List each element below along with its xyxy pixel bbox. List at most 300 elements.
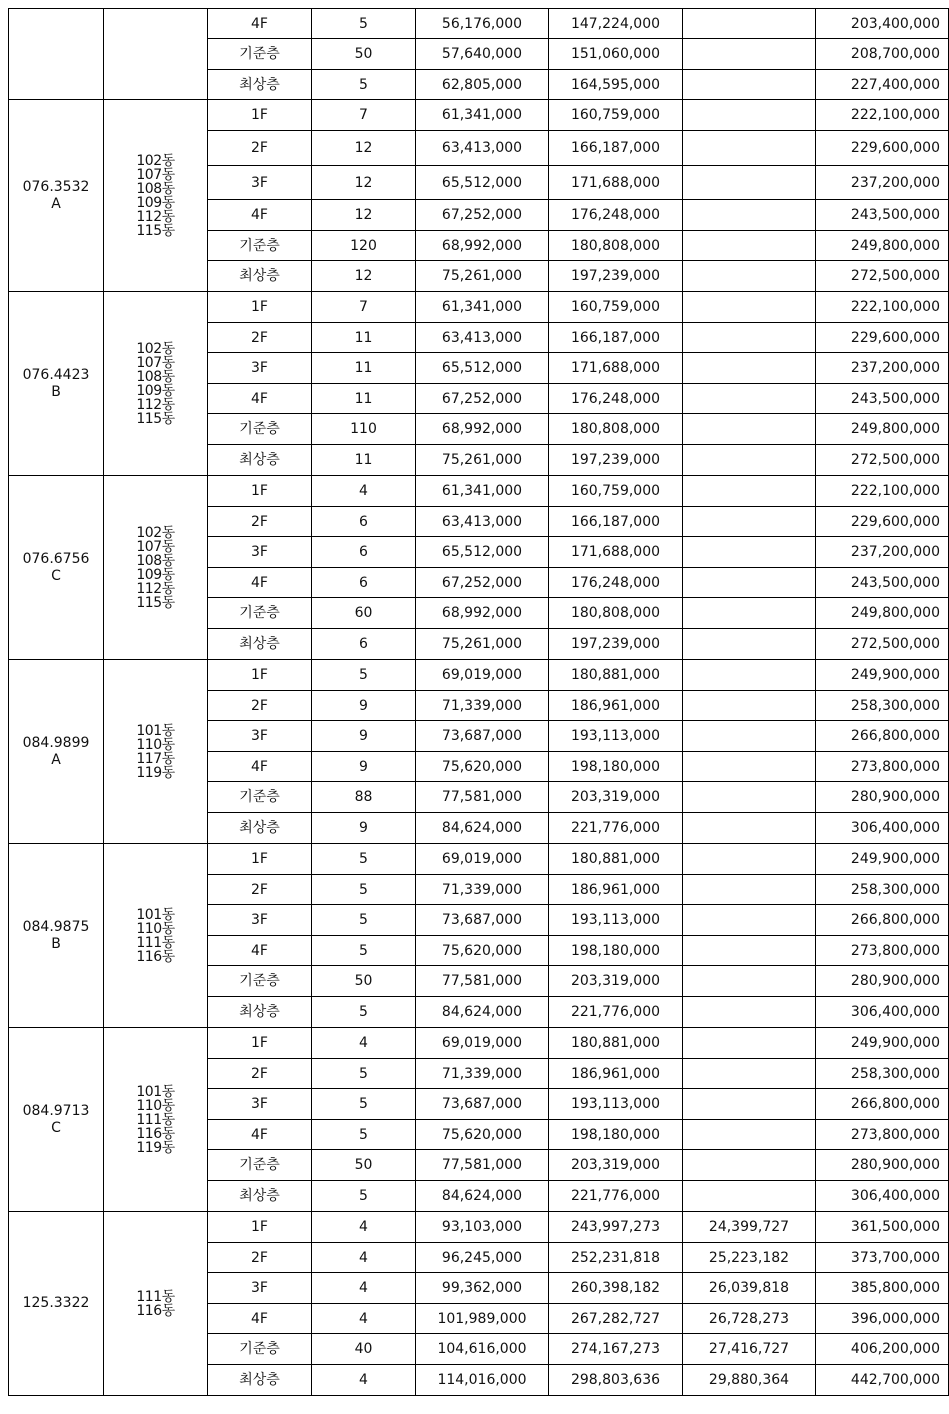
building-number: 107동 [136, 354, 175, 371]
building-number: 112동 [136, 396, 175, 413]
vat-cell [683, 100, 816, 131]
units-cell: 5 [312, 1181, 416, 1212]
vat-cell [683, 721, 816, 752]
total-price-cell: 266,800,000 [816, 1089, 949, 1120]
building-number: 111동 [136, 1288, 175, 1305]
building-list-cell [104, 292, 208, 476]
land-price-cell: 75,620,000 [416, 752, 549, 782]
vat-cell [683, 507, 816, 537]
unit-type-area: 125.3322 [22, 1295, 90, 1311]
land-price-cell: 71,339,000 [416, 875, 549, 905]
building-price-cell: 203,319,000 [549, 966, 683, 997]
unit-type-cell [9, 9, 104, 100]
land-price-cell: 65,512,000 [416, 166, 549, 200]
building-price-cell: 160,759,000 [549, 292, 683, 323]
units-cell: 88 [312, 782, 416, 813]
vat-cell [683, 384, 816, 414]
vat-cell [683, 752, 816, 782]
floor-cell: 4F [208, 1120, 312, 1150]
building-price-cell: 180,808,000 [549, 598, 683, 629]
units-cell: 50 [312, 1150, 416, 1181]
units-cell: 11 [312, 384, 416, 414]
vat-cell [683, 261, 816, 292]
land-price-cell: 75,261,000 [416, 445, 549, 476]
total-price-cell: 361,500,000 [816, 1212, 949, 1243]
building-number: 111동 [136, 934, 175, 951]
building-number: 112동 [136, 208, 175, 225]
floor-cell: 기준층 [208, 414, 312, 445]
units-cell: 4 [312, 1212, 416, 1243]
building-price-cell: 151,060,000 [549, 39, 683, 70]
floor-cell: 2F [208, 131, 312, 166]
building-price-cell: 260,398,182 [549, 1273, 683, 1304]
vat-cell [683, 70, 816, 100]
units-cell: 5 [312, 1059, 416, 1089]
vat-cell [683, 844, 816, 875]
building-price-cell: 193,113,000 [549, 905, 683, 936]
table-row [9, 9, 949, 39]
building-price-cell: 198,180,000 [549, 936, 683, 966]
land-price-cell: 75,261,000 [416, 261, 549, 292]
vat-cell [683, 691, 816, 721]
building-price-cell: 221,776,000 [549, 997, 683, 1028]
floor-cell: 2F [208, 323, 312, 353]
building-number: 119동 [136, 764, 175, 781]
total-price-cell: 243,500,000 [816, 384, 949, 414]
floor-cell: 기준층 [208, 1334, 312, 1365]
vat-cell: 26,728,273 [683, 1304, 816, 1334]
vat-cell [683, 875, 816, 905]
units-cell: 5 [312, 1089, 416, 1120]
unit-type-cell [9, 660, 104, 844]
building-number: 101동 [136, 906, 175, 923]
floor-cell: 2F [208, 1243, 312, 1273]
units-cell: 12 [312, 200, 416, 231]
land-price-cell: 73,687,000 [416, 1089, 549, 1120]
table-row [9, 476, 949, 507]
floor-cell: 최상층 [208, 1365, 312, 1396]
unit-type-suffix: B [51, 935, 61, 952]
units-cell: 5 [312, 1120, 416, 1150]
units-cell: 40 [312, 1334, 416, 1365]
floor-cell: 4F [208, 568, 312, 598]
building-price-cell: 171,688,000 [549, 166, 683, 200]
units-cell: 50 [312, 966, 416, 997]
total-price-cell: 396,000,000 [816, 1304, 949, 1334]
building-price-cell: 298,803,636 [549, 1365, 683, 1396]
land-price-cell: 67,252,000 [416, 384, 549, 414]
building-price-cell: 186,961,000 [549, 1059, 683, 1089]
building-number: 116동 [136, 1302, 175, 1319]
building-price-cell: 193,113,000 [549, 721, 683, 752]
units-cell: 4 [312, 1273, 416, 1304]
vat-cell [683, 445, 816, 476]
building-price-cell: 176,248,000 [549, 384, 683, 414]
units-cell: 6 [312, 537, 416, 568]
vat-cell [683, 292, 816, 323]
table-row [9, 292, 949, 323]
vat-cell [683, 782, 816, 813]
vat-cell [683, 966, 816, 997]
unit-type-area: 076.4423 [22, 366, 90, 383]
floor-cell: 3F [208, 721, 312, 752]
land-price-cell: 96,245,000 [416, 1243, 549, 1273]
land-price-cell: 93,103,000 [416, 1212, 549, 1243]
building-price-cell: 166,187,000 [549, 323, 683, 353]
total-price-cell: 280,900,000 [816, 782, 949, 813]
total-price-cell: 306,400,000 [816, 813, 949, 844]
floor-cell: 1F [208, 1212, 312, 1243]
land-price-cell: 61,341,000 [416, 476, 549, 507]
units-cell: 4 [312, 1243, 416, 1273]
land-price-cell: 75,620,000 [416, 1120, 549, 1150]
floor-cell: 3F [208, 905, 312, 936]
units-cell: 60 [312, 598, 416, 629]
table-row [9, 844, 949, 875]
vat-cell [683, 200, 816, 231]
floor-cell: 4F [208, 200, 312, 231]
unit-type-suffix: C [51, 567, 61, 584]
floor-cell: 2F [208, 507, 312, 537]
land-price-cell: 69,019,000 [416, 844, 549, 875]
building-number: 109동 [136, 194, 175, 211]
vat-cell [683, 39, 816, 70]
table-row [9, 1212, 949, 1243]
land-price-cell: 84,624,000 [416, 813, 549, 844]
units-cell: 5 [312, 875, 416, 905]
building-price-cell: 198,180,000 [549, 1120, 683, 1150]
building-price-cell: 193,113,000 [549, 1089, 683, 1120]
vat-cell [683, 660, 816, 691]
vat-cell [683, 1089, 816, 1120]
building-price-cell: 267,282,727 [549, 1304, 683, 1334]
vat-cell [683, 997, 816, 1028]
total-price-cell: 373,700,000 [816, 1243, 949, 1273]
units-cell: 5 [312, 844, 416, 875]
floor-cell: 3F [208, 1273, 312, 1304]
land-price-cell: 99,362,000 [416, 1273, 549, 1304]
units-cell: 9 [312, 691, 416, 721]
floor-cell: 4F [208, 384, 312, 414]
total-price-cell: 273,800,000 [816, 752, 949, 782]
units-cell: 5 [312, 9, 416, 39]
units-cell: 4 [312, 1365, 416, 1396]
building-list-cell [104, 660, 208, 844]
vat-cell [683, 131, 816, 166]
land-price-cell: 68,992,000 [416, 231, 549, 261]
building-price-cell: 176,248,000 [549, 568, 683, 598]
unit-type-cell [9, 844, 104, 1028]
land-price-cell: 75,620,000 [416, 936, 549, 966]
floor-cell: 최상층 [208, 997, 312, 1028]
building-price-cell: 164,595,000 [549, 70, 683, 100]
building-number: 111동 [136, 1111, 175, 1128]
building-price-cell: 197,239,000 [549, 445, 683, 476]
building-price-cell: 203,319,000 [549, 782, 683, 813]
floor-cell: 4F [208, 936, 312, 966]
vat-cell: 26,039,818 [683, 1273, 816, 1304]
floor-cell: 기준층 [208, 966, 312, 997]
floor-cell: 최상층 [208, 813, 312, 844]
land-price-cell: 73,687,000 [416, 721, 549, 752]
building-number: 108동 [136, 552, 175, 569]
land-price-cell: 63,413,000 [416, 323, 549, 353]
units-cell: 6 [312, 507, 416, 537]
total-price-cell: 306,400,000 [816, 997, 949, 1028]
table-row [9, 1028, 949, 1059]
land-price-cell: 84,624,000 [416, 997, 549, 1028]
floor-cell: 3F [208, 1089, 312, 1120]
vat-cell [683, 476, 816, 507]
total-price-cell: 249,800,000 [816, 598, 949, 629]
building-number: 109동 [136, 382, 175, 399]
building-price-cell: 252,231,818 [549, 1243, 683, 1273]
building-price-cell: 180,881,000 [549, 660, 683, 691]
unit-type-suffix: A [51, 751, 61, 768]
building-price-cell: 186,961,000 [549, 691, 683, 721]
total-price-cell: 385,800,000 [816, 1273, 949, 1304]
building-list-cell [104, 476, 208, 660]
floor-cell: 최상층 [208, 70, 312, 100]
total-price-cell: 272,500,000 [816, 261, 949, 292]
units-cell: 5 [312, 660, 416, 691]
total-price-cell: 258,300,000 [816, 691, 949, 721]
units-cell: 12 [312, 261, 416, 292]
total-price-cell: 237,200,000 [816, 353, 949, 384]
total-price-cell: 229,600,000 [816, 323, 949, 353]
total-price-cell: 280,900,000 [816, 1150, 949, 1181]
unit-type-area: 084.9713 [22, 1102, 90, 1119]
total-price-cell: 306,400,000 [816, 1181, 949, 1212]
total-price-cell: 243,500,000 [816, 568, 949, 598]
building-number: 112동 [136, 580, 175, 597]
units-cell: 5 [312, 70, 416, 100]
building-number: 109동 [136, 566, 175, 583]
vat-cell [683, 414, 816, 445]
total-price-cell: 273,800,000 [816, 1120, 949, 1150]
land-price-cell: 57,640,000 [416, 39, 549, 70]
building-price-cell: 186,961,000 [549, 875, 683, 905]
building-price-cell: 243,997,273 [549, 1212, 683, 1243]
vat-cell [683, 813, 816, 844]
building-list-cell [104, 100, 208, 292]
floor-cell: 2F [208, 1059, 312, 1089]
building-number: 110동 [136, 1097, 175, 1114]
total-price-cell: 273,800,000 [816, 936, 949, 966]
building-number: 107동 [136, 166, 175, 183]
land-price-cell: 77,581,000 [416, 966, 549, 997]
floor-cell: 4F [208, 9, 312, 39]
unit-type-cell [9, 476, 104, 660]
units-cell: 50 [312, 39, 416, 70]
building-list-cell [104, 1028, 208, 1212]
building-number: 116동 [136, 1125, 175, 1142]
building-number: 101동 [136, 1083, 175, 1100]
floor-cell: 4F [208, 1304, 312, 1334]
land-price-cell: 73,687,000 [416, 905, 549, 936]
vat-cell: 27,416,727 [683, 1334, 816, 1365]
total-price-cell: 266,800,000 [816, 905, 949, 936]
land-price-cell: 71,339,000 [416, 1059, 549, 1089]
vat-cell [683, 629, 816, 660]
total-price-cell: 222,100,000 [816, 100, 949, 131]
unit-type-suffix: A [51, 195, 61, 212]
building-list-cell [104, 1212, 208, 1396]
floor-cell: 1F [208, 660, 312, 691]
building-number: 110동 [136, 736, 175, 753]
total-price-cell: 249,900,000 [816, 660, 949, 691]
total-price-cell: 229,600,000 [816, 131, 949, 166]
units-cell: 9 [312, 721, 416, 752]
building-list-cell [104, 844, 208, 1028]
building-number: 115동 [136, 222, 175, 239]
total-price-cell: 243,500,000 [816, 200, 949, 231]
land-price-cell: 68,992,000 [416, 414, 549, 445]
units-cell: 12 [312, 131, 416, 166]
table-row [9, 660, 949, 691]
building-number: 108동 [136, 368, 175, 385]
building-number: 102동 [136, 524, 175, 541]
units-cell: 120 [312, 231, 416, 261]
total-price-cell: 266,800,000 [816, 721, 949, 752]
building-price-cell: 197,239,000 [549, 261, 683, 292]
vat-cell [683, 1059, 816, 1089]
building-number: 115동 [136, 594, 175, 611]
units-cell: 7 [312, 292, 416, 323]
units-cell: 110 [312, 414, 416, 445]
building-list-cell [104, 9, 208, 100]
floor-cell: 1F [208, 476, 312, 507]
total-price-cell: 249,800,000 [816, 414, 949, 445]
total-price-cell: 249,900,000 [816, 844, 949, 875]
unit-type-cell [9, 292, 104, 476]
floor-cell: 기준층 [208, 782, 312, 813]
land-price-cell: 67,252,000 [416, 200, 549, 231]
units-cell: 5 [312, 936, 416, 966]
total-price-cell: 280,900,000 [816, 966, 949, 997]
building-number: 101동 [136, 722, 175, 739]
vat-cell [683, 598, 816, 629]
building-price-cell: 171,688,000 [549, 353, 683, 384]
units-cell: 4 [312, 476, 416, 507]
table-row [9, 100, 949, 131]
floor-cell: 기준층 [208, 231, 312, 261]
land-price-cell: 63,413,000 [416, 507, 549, 537]
total-price-cell: 258,300,000 [816, 875, 949, 905]
vat-cell [683, 537, 816, 568]
building-price-cell: 180,881,000 [549, 844, 683, 875]
floor-cell: 최상층 [208, 1181, 312, 1212]
building-price-cell: 171,688,000 [549, 537, 683, 568]
floor-cell: 최상층 [208, 261, 312, 292]
vat-cell [683, 568, 816, 598]
building-number: 108동 [136, 180, 175, 197]
floor-cell: 1F [208, 100, 312, 131]
price-table [8, 8, 949, 1396]
building-price-cell: 160,759,000 [549, 100, 683, 131]
vat-cell [683, 166, 816, 200]
building-number: 119동 [136, 1139, 175, 1156]
land-price-cell: 63,413,000 [416, 131, 549, 166]
vat-cell: 25,223,182 [683, 1243, 816, 1273]
total-price-cell: 237,200,000 [816, 166, 949, 200]
total-price-cell: 258,300,000 [816, 1059, 949, 1089]
unit-type-cell [9, 100, 104, 292]
vat-cell [683, 231, 816, 261]
floor-cell: 1F [208, 844, 312, 875]
unit-type-suffix: B [51, 383, 61, 400]
land-price-cell: 77,581,000 [416, 782, 549, 813]
unit-type-area: 084.9875 [22, 918, 90, 935]
units-cell: 7 [312, 100, 416, 131]
units-cell: 9 [312, 813, 416, 844]
building-price-cell: 180,808,000 [549, 231, 683, 261]
vat-cell [683, 936, 816, 966]
building-price-cell: 166,187,000 [549, 131, 683, 166]
units-cell: 4 [312, 1304, 416, 1334]
building-price-cell: 203,319,000 [549, 1150, 683, 1181]
building-price-cell: 274,167,273 [549, 1334, 683, 1365]
building-price-cell: 166,187,000 [549, 507, 683, 537]
floor-cell: 기준층 [208, 598, 312, 629]
building-price-cell: 221,776,000 [549, 813, 683, 844]
total-price-cell: 272,500,000 [816, 445, 949, 476]
floor-cell: 2F [208, 691, 312, 721]
vat-cell: 24,399,727 [683, 1212, 816, 1243]
unit-type-suffix: C [51, 1119, 61, 1136]
land-price-cell: 61,341,000 [416, 100, 549, 131]
building-price-cell: 197,239,000 [549, 629, 683, 660]
building-number: 116동 [136, 948, 175, 965]
units-cell: 11 [312, 445, 416, 476]
vat-cell [683, 1120, 816, 1150]
land-price-cell: 65,512,000 [416, 353, 549, 384]
total-price-cell: 237,200,000 [816, 537, 949, 568]
units-cell: 6 [312, 629, 416, 660]
building-number: 115동 [136, 410, 175, 427]
building-price-cell: 180,808,000 [549, 414, 683, 445]
unit-type-area: 076.3532 [22, 178, 90, 195]
floor-cell: 3F [208, 537, 312, 568]
floor-cell: 2F [208, 875, 312, 905]
building-number: 102동 [136, 340, 175, 357]
total-price-cell: 222,100,000 [816, 476, 949, 507]
floor-cell: 3F [208, 353, 312, 384]
land-price-cell: 75,261,000 [416, 629, 549, 660]
vat-cell [683, 1028, 816, 1059]
building-price-cell: 198,180,000 [549, 752, 683, 782]
building-price-cell: 221,776,000 [549, 1181, 683, 1212]
units-cell: 4 [312, 1028, 416, 1059]
total-price-cell: 203,400,000 [816, 9, 949, 39]
units-cell: 5 [312, 997, 416, 1028]
floor-cell: 1F [208, 292, 312, 323]
land-price-cell: 69,019,000 [416, 1028, 549, 1059]
total-price-cell: 442,700,000 [816, 1365, 949, 1396]
vat-cell [683, 1181, 816, 1212]
floor-cell: 3F [208, 166, 312, 200]
building-number: 107동 [136, 538, 175, 555]
vat-cell [683, 905, 816, 936]
land-price-cell: 114,016,000 [416, 1365, 549, 1396]
unit-type-area: 084.9899 [22, 734, 90, 751]
total-price-cell: 208,700,000 [816, 39, 949, 70]
building-price-cell: 160,759,000 [549, 476, 683, 507]
land-price-cell: 104,616,000 [416, 1334, 549, 1365]
building-price-cell: 147,224,000 [549, 9, 683, 39]
total-price-cell: 272,500,000 [816, 629, 949, 660]
unit-type-area: 076.6756 [22, 550, 90, 567]
